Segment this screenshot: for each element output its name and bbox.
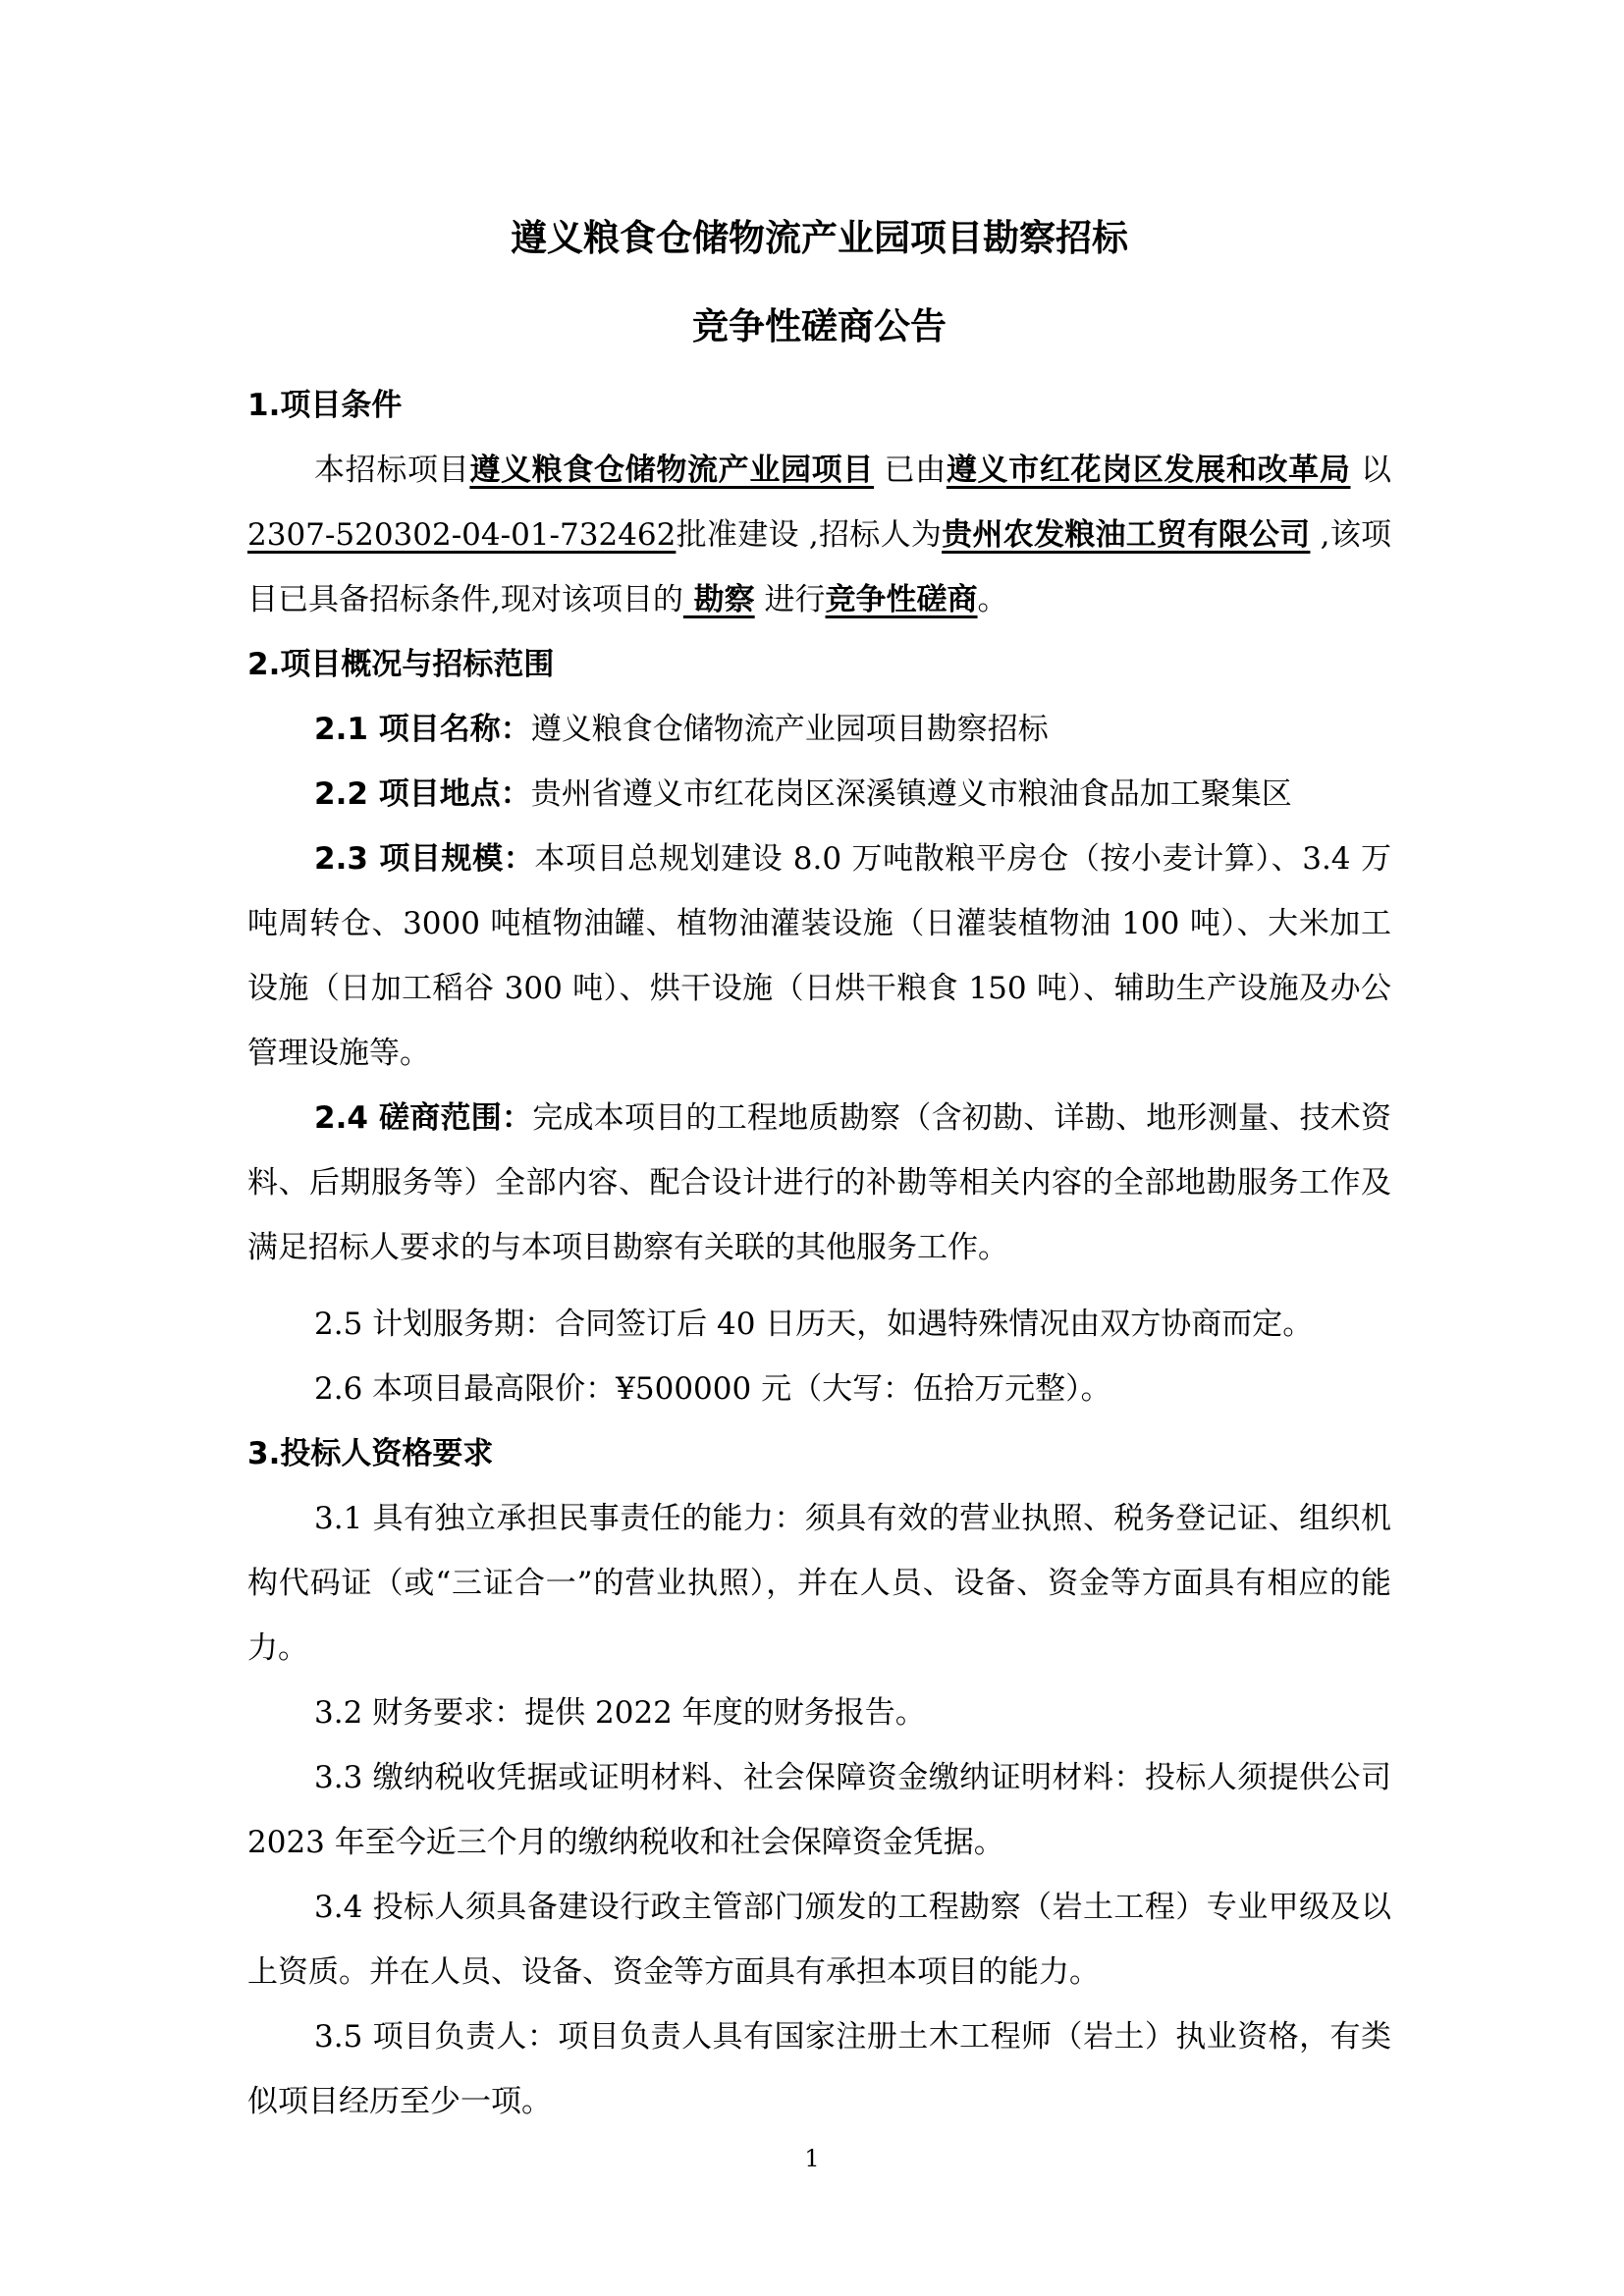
item-2-5: 2.5 计划服务期：合同签订后 40 日历天，如遇特殊情况由双方协商而定。 [314,1307,1314,1342]
project-conditions-paragraph: 本招标项目遵义粮食仓储物流产业园项目 已由遵义市红花岗区发展和改革局 以 2307-520302-04-01-732462批准建设 ,招标人为贵州农发粮油工贸有限公司 ,该项目已具备招标条件,现对该项目的 勘察 进行竞争性磋商。 [247,453,1392,617]
page-number: 1 [804,2145,820,2172]
section-heading-2: 2.项目概况与招标范围 [247,647,555,682]
item-2-2: 2.2 项目地点：贵州省遵义市红花岗区深溪镇遵义市粮油食品加工聚集区 [314,776,1292,812]
section-heading-1: 1.项目条件 [247,388,403,423]
tenderer-underlined: 贵州农发粮油工贸有限公司 [942,517,1311,553]
item-2-3: 2.3 项目规模：本项目总规划建设 8.0 万吨散粮平房仓（按小麦计算）、3.4 万吨周转仓、3000 吨植物油罐、植物油灌装设施（日灌装植物油 100 吨）、大米加工设施（日加工稻谷 300 吨）、烘干设施（日烘干粮食 150 吨）、辅助生产设施及办公管理设施等。 [247,841,1391,1071]
document-page [247,206,1391,2134]
item-3-2: 3.2 财务要求：提供 2022 年度的财务报告。 [314,1695,926,1731]
project-name-underlined: 遵义粮食仓储物流产业园项目 [469,453,874,488]
document-title: 遵义粮食仓储物流产业园项目勘察招标 [511,217,1128,259]
scope-underlined: 勘察 [682,582,755,617]
item-3-1: 3.1 具有独立承担民事责任的能力：须具有效的营业执照、税务登记证、组织机构代码证（或“三证合一”的营业执照），并在人员、设备、资金等方面具有相应的能力。 [247,1501,1391,1666]
section-heading-3: 3.投标人资格要求 [247,1436,494,1471]
approval-code-underlined: 2307-520302-04-01-732462 [247,517,677,553]
item-3-4: 3.4 投标人须具备建设行政主管部门颁发的工程勘察（岩土工程）专业甲级及以上资质。并在人员、设备、资金等方面具有承担本项目的能力。 [247,1890,1391,1990]
item-3-3: 3.3 缴纳税收凭据或证明材料、社会保障资金缴纳证明材料：投标人须提供公司 2023 年至今近三个月的缴纳税收和社会保障资金凭据。 [247,1760,1391,1860]
item-2-1: 2.1 项目名称：遵义粮食仓储物流产业园项目勘察招标 [314,712,1049,747]
document-subtitle: 竞争性磋商公告 [692,305,947,347]
item-3-5: 3.5 项目负责人：项目负责人具有国家注册土木工程师（岩土）执业资格，有类似项目经历至少一项。 [247,2019,1391,2119]
approver-underlined: 遵义市红花岗区发展和改革局 [946,453,1351,488]
item-2-4: 2.4 磋商范围：完成本项目的工程地质勘察（含初勘、详勘、地形测量、技术资料、后期服务等）全部内容、配合设计进行的补勘等相关内容的全部地勘服务工作及满足招标人要求的与本项目勘察有关联的其他服务工作。 [247,1100,1391,1265]
item-2-6: 2.6 本项目最高限价：¥500000 元（大写：伍拾万元整）。 [314,1371,1111,1407]
method-underlined: 竞争性磋商 [825,582,978,617]
